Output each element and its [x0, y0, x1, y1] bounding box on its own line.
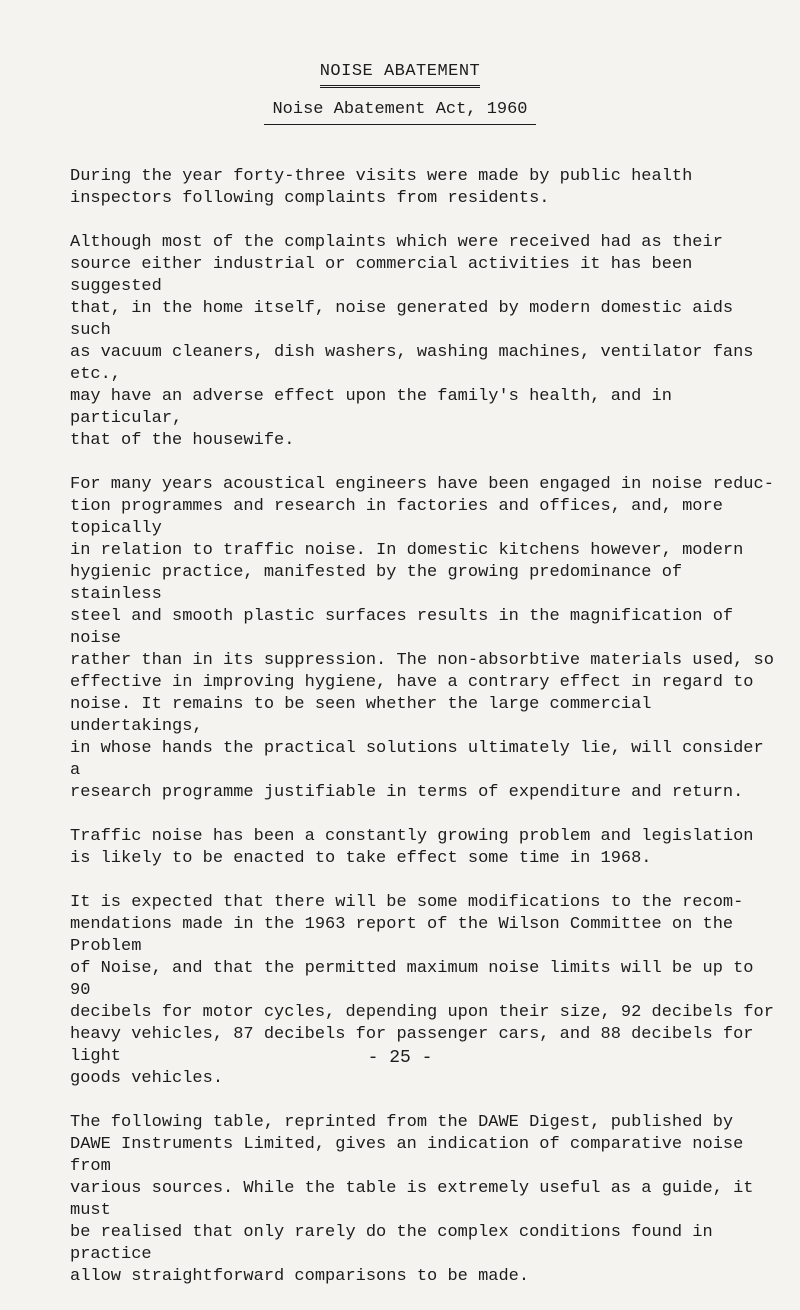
paragraph-domestic-noise: Although most of the complaints which were received had as their source either industrial or commercial activities it has been suggested that, in the home itself, noise generated by modern domestic aids such as vacuum cleaners, dish washers, washing machines, ventilator fans etc., may have an adverse effect upon the family's health, and in particular, that of the housewife.	[70, 233, 754, 450]
page-number: - 25 -	[367, 1048, 433, 1068]
page-heading	[0, 62, 800, 88]
paragraph-visits: During the year forty-three visits were made by public health inspectors following complaints from residents.	[70, 167, 693, 208]
paragraph-traffic-noise: Traffic noise has been a constantly growing problem and legislation is likely to be enacted to take effect some time in 1968.	[70, 827, 754, 868]
paragraph-acoustical-engineers: For many years acoustical engineers have been engaged in noise reduc- tion programmes and research in factories and offices, and, more topically in relation to traffic noise. In domestic kitchens however, modern hygienic practice, manifested by the growing predominance of stainless steel and smooth plastic surfaces results in the magnification of noise rather than in its suppression. The non-absorbtive materials used, so effective in improving hygiene, have a contrary effect in regard to noise. It remains to be seen whether the large commercial undertakings, in whose hands the practical solutions ultimately lie, will consider a research programme justifiable in terms of expenditure and return.	[70, 475, 774, 802]
paragraph-noise-limits: It is expected that there will be some modifications to the recom- mendations made in the 1963 report of the Wilson Committee on the Problem of Noise, and that the permitted maximum noise limits will be up to 90 decibels for motor cycles, depending upon their size, 92 decibels for heavy vehicles, 87 decibels for passenger cars, and 88 decibels for light goods vehicles.	[70, 893, 774, 1088]
page-subheading	[0, 100, 800, 125]
subheading-text: Noise Abatement Act, 1960	[264, 100, 535, 125]
paragraph-dawe-table: The following table, reprinted from the DAWE Digest, published by DAWE Instruments Limited, gives an indication of comparative noise from various sources. While the table is extremely useful as a guide, it must be realised that only rarely do the complex conditions found in practice allow straightforward comparisons to be made.	[70, 1113, 754, 1286]
body-text	[70, 166, 782, 1310]
heading-text: NOISE ABATEMENT	[320, 62, 481, 88]
